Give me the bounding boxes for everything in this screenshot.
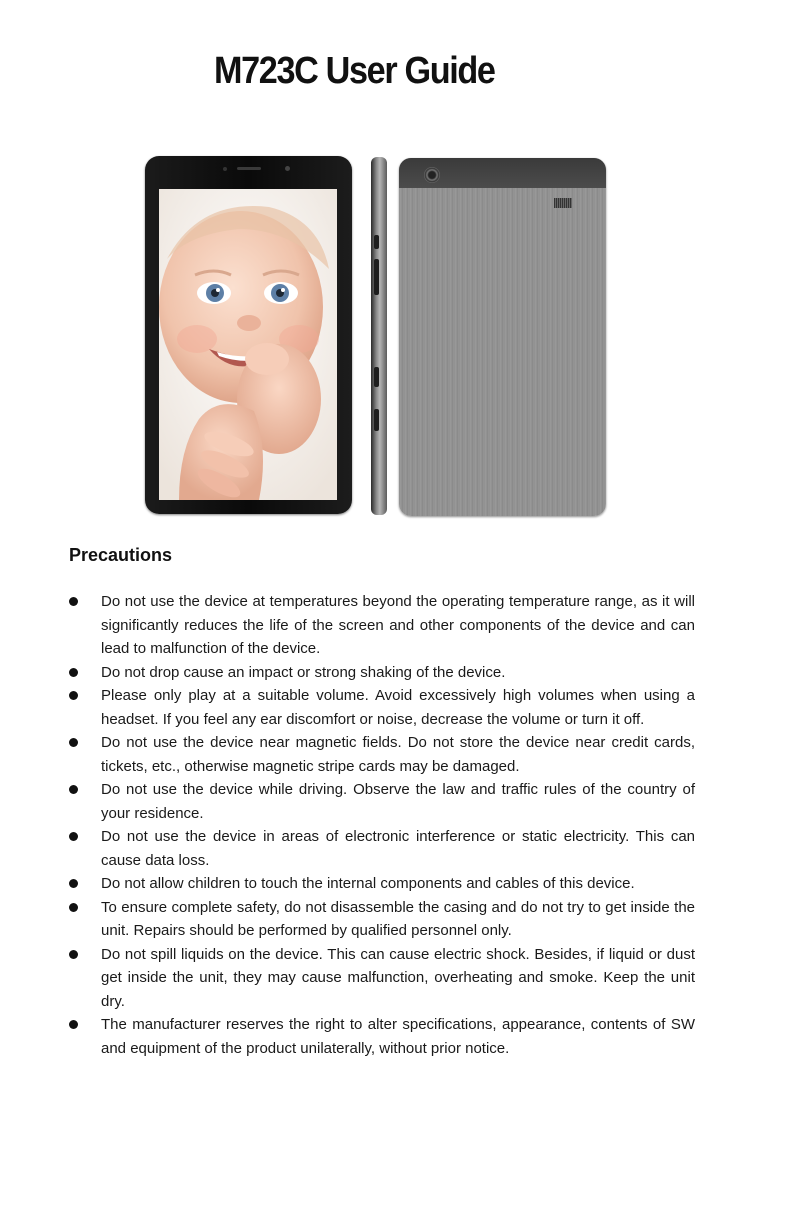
tablet-back-view [399,158,606,516]
bullet-icon [69,785,78,794]
bullet-icon [69,950,78,959]
volume-button-icon [374,259,379,295]
tablet-side-view [371,157,387,515]
bullet-icon [69,738,78,747]
list-item-text: Do not use the device near magnetic fields. Do not store the device near credit cards, tickets, etc., otherwise magnetic stripe cards may be damaged. [101,734,695,775]
bullet-icon [69,668,78,677]
precautions-list [69,590,695,1060]
list-item [69,825,695,872]
list-item [69,943,695,1014]
front-camera-icon [285,166,290,171]
power-button-icon [374,235,379,249]
list-item-text: Please only play at a suitable volume. Avoid excessively high volumes when using a headset. If you feel any ear discomfort or noise, decrease the volume or turn it off. [101,687,695,728]
bullet-icon [69,903,78,912]
list-item-text: Do not spill liquids on the device. This can cause electric shock. Besides, if liquid or dust get inside the unit, they may cause malfunction, overheating and smoke. Keep the unit dry. [101,945,695,1010]
list-item [69,896,695,943]
list-item-text: To ensure complete safety, do not disassemble the casing and do not try to get inside the unit. Repairs should be performed by qualified personnel only. [101,898,695,939]
list-item-text: Do not use the device in areas of electronic interference or static electricity. This can cause data loss. [101,828,695,869]
list-item-text: Do not drop cause an impact or strong shaking of the device. [101,663,506,681]
list-item-text: Do not allow children to touch the internal components and cables of this device. [101,875,635,892]
list-item [69,590,695,661]
bullet-icon [69,691,78,700]
list-item-text: The manufacturer reserves the right to alter specifications, appearance, contents of SW and equipment of the product unilaterally, without prior notice. [101,1016,695,1057]
list-item [69,778,695,825]
tablet-front-view [145,156,352,514]
bullet-icon [69,1020,78,1029]
light-sensor-icon [223,167,227,171]
list-item-text: Do not use the device at temperatures beyond the operating temperature range, as it will significantly reduces the life of the screen and other components of the device and can lead to malfunction of the device. [101,593,695,657]
rear-camera-icon [424,167,440,183]
sd-slot-icon [374,409,379,431]
usb-port-icon [374,367,379,387]
earpiece-speaker-icon [237,167,261,170]
speaker-grill-icon [554,198,572,208]
document-title: M723C User Guide [214,50,495,92]
list-item [69,1013,695,1060]
list-item [69,872,695,896]
tablet-screen [159,189,337,500]
bullet-icon [69,832,78,841]
device-illustration [0,0,808,540]
baby-photo [159,189,337,500]
bullet-icon [69,879,78,888]
list-item [69,661,695,685]
precautions-heading: Precautions [69,545,173,565]
list-item-text: Do not use the device while driving. Observe the law and traffic rules of the country of your residence. [101,781,695,822]
list-item [69,684,695,731]
bullet-icon [69,597,78,606]
list-item [69,731,695,778]
